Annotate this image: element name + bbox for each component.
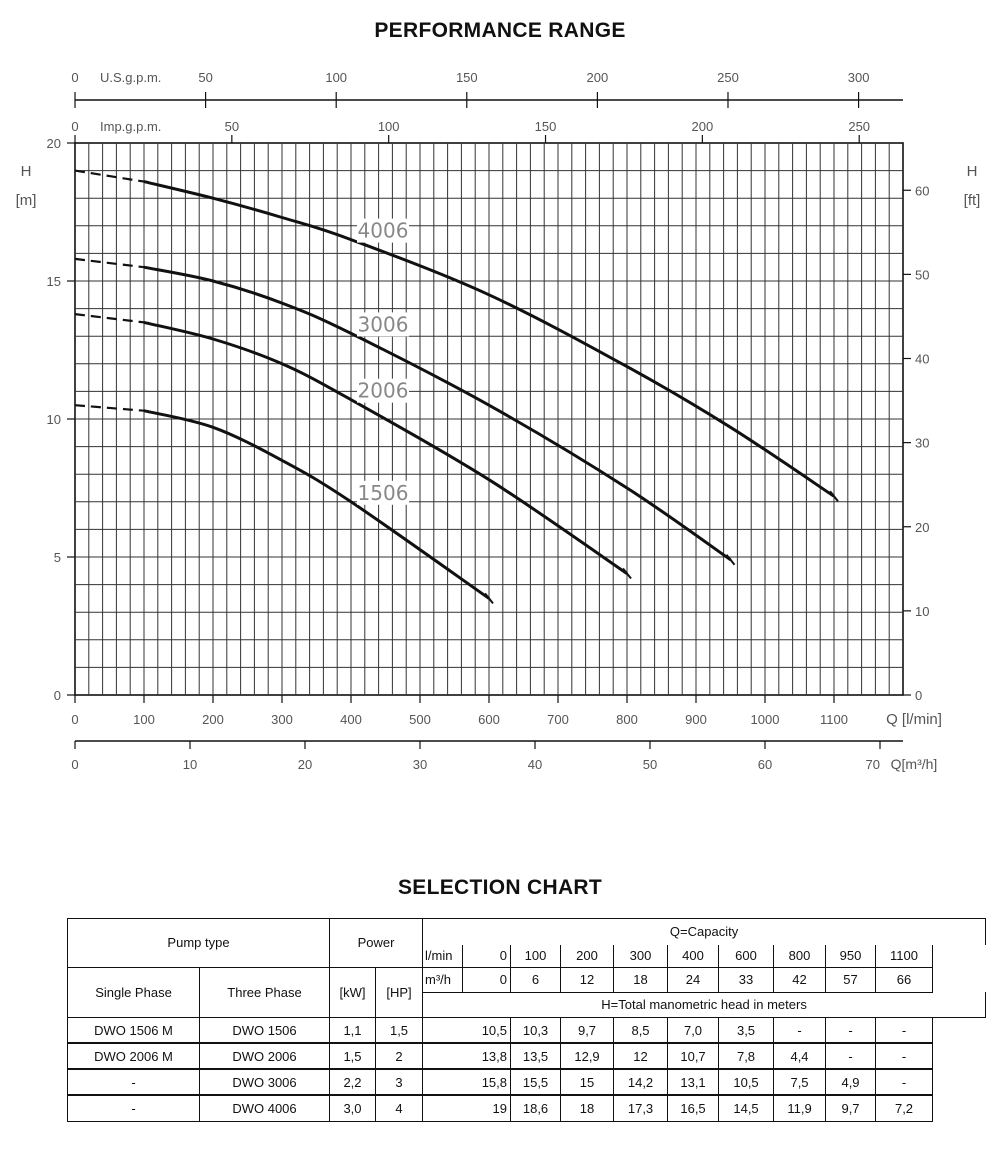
impgpm-tick-label: 50	[224, 119, 240, 134]
head-value: 4,4	[774, 1043, 826, 1069]
m3h-tick-label: 10	[182, 757, 198, 772]
head-value: 15,8	[423, 1069, 511, 1095]
head-value: 12	[614, 1043, 668, 1069]
y-axis-label-left: H	[20, 163, 32, 180]
power-kw: 2,2	[330, 1069, 376, 1095]
x-tick-label: 700	[547, 712, 569, 727]
head-note: H=Total manometric head in meters	[423, 992, 986, 1017]
series-1506-curve	[144, 411, 489, 599]
three-phase-header: Three Phase	[200, 967, 330, 1017]
x-axis-label-lmin: Q [l/min]	[886, 711, 942, 728]
capacity-header: Q=Capacity	[423, 919, 986, 945]
m3h-value: 33	[719, 967, 774, 992]
lmin-value: 300	[614, 945, 668, 968]
series-3006-curve	[144, 267, 731, 560]
head-value: 15,5	[511, 1069, 561, 1095]
head-value: 15	[561, 1069, 614, 1095]
head-value: -	[826, 1017, 876, 1043]
lmin-unit: l/min	[423, 945, 463, 968]
chart-labels	[16, 70, 981, 772]
y-right-tick-label: 0	[915, 688, 923, 703]
head-value: 4,9	[826, 1069, 876, 1095]
m3h-tick-label: 60	[757, 757, 773, 772]
series-label-3006: 3006	[357, 312, 409, 337]
kw-header: [kW]	[330, 967, 376, 1017]
m3h-value: 0	[463, 967, 511, 992]
y-right-tick-label: 10	[915, 603, 930, 619]
head-value: 19	[423, 1095, 511, 1121]
impgpm-axis-label: Imp.g.p.m.	[100, 119, 162, 134]
y-right-tick-label: 60	[915, 183, 930, 199]
single-phase-model: -	[68, 1095, 200, 1121]
three-phase-model: DWO 3006	[200, 1069, 330, 1095]
three-phase-model: DWO 2006	[200, 1043, 330, 1069]
m3h-tick-label: 40	[527, 757, 543, 772]
head-value: 14,5	[719, 1095, 774, 1121]
single-phase-model: DWO 2006 M	[68, 1043, 200, 1069]
y-axis-unit-right: [ft]	[963, 192, 981, 209]
x-tick-label: 1000	[750, 712, 780, 727]
table-row	[68, 1017, 986, 1043]
y-tick-label: 0	[53, 688, 61, 703]
usgpm-tick-label: 150	[455, 70, 478, 85]
table-row	[68, 1095, 986, 1121]
impgpm-tick-label: 150	[534, 119, 557, 134]
usgpm-tick-label: 50	[198, 70, 213, 85]
head-value: -	[876, 1017, 933, 1043]
x-tick-label: 1100	[820, 712, 848, 727]
series-label-4006: 4006	[357, 218, 409, 243]
m3h-tick-label: 20	[297, 757, 313, 772]
lmin-value: 200	[561, 945, 614, 968]
head-value: 18,6	[511, 1095, 561, 1121]
lmin-value: 1100	[876, 945, 933, 968]
m3h-tick-label: 70	[865, 757, 880, 772]
m3h-tick-label: 30	[412, 757, 428, 772]
head-value: 10,5	[423, 1017, 511, 1043]
head-value: 13,5	[511, 1043, 561, 1069]
usgpm-axis-label: U.S.g.p.m.	[100, 70, 162, 85]
y-tick-label: 10	[46, 412, 61, 427]
m3h-value: 6	[511, 967, 561, 992]
series-label-2006: 2006	[357, 378, 409, 403]
usgpm-tick-label: 300	[847, 70, 870, 85]
lmin-value: 400	[668, 945, 719, 968]
y-axis-label-right: H	[966, 163, 978, 180]
head-value: -	[876, 1069, 933, 1095]
performance-title: PERFORMANCE RANGE	[374, 19, 626, 42]
impgpm-tick-label: 250	[848, 119, 871, 134]
impgpm-tick-label: 0	[71, 119, 79, 134]
head-value: 7,8	[719, 1043, 774, 1069]
table-header-row-1	[68, 919, 986, 945]
lmin-value: 800	[774, 945, 826, 968]
single-phase-model: DWO 1506 M	[68, 1017, 200, 1043]
y-axis-unit-left: [m]	[15, 192, 37, 209]
power-hp: 2	[376, 1043, 423, 1069]
x-tick-label: 0	[71, 712, 79, 727]
head-value: 10,7	[668, 1043, 719, 1069]
head-value: 14,2	[614, 1069, 668, 1095]
head-value: 9,7	[826, 1095, 876, 1121]
lmin-value: 950	[826, 945, 876, 968]
series-2006-curve	[144, 322, 627, 573]
x-tick-label: 400	[340, 712, 362, 727]
m3h-value: 57	[826, 967, 876, 992]
usgpm-tick-label: 100	[325, 70, 348, 85]
power-header: Power	[330, 919, 423, 968]
power-kw: 3,0	[330, 1095, 376, 1121]
series-end-mark	[727, 555, 735, 565]
series-3006-dashed	[75, 259, 144, 267]
head-value: 12,9	[561, 1043, 614, 1069]
head-value: 8,5	[614, 1017, 668, 1043]
impgpm-tick-label: 100	[377, 119, 400, 134]
table-row	[68, 1043, 986, 1069]
three-phase-model: DWO 1506	[200, 1017, 330, 1043]
hp-header: [HP]	[376, 967, 423, 1017]
single-phase-model: -	[68, 1069, 200, 1095]
three-phase-model: DWO 4006	[200, 1095, 330, 1121]
head-value: 9,7	[561, 1017, 614, 1043]
usgpm-tick-label: 250	[717, 70, 739, 85]
x-tick-label: 100	[133, 712, 155, 727]
series-4006-dashed	[75, 171, 144, 182]
y-tick-label: 5	[53, 550, 61, 565]
y-right-tick-label: 30	[915, 435, 930, 451]
y-tick-label: 20	[46, 136, 61, 151]
power-hp: 4	[376, 1095, 423, 1121]
head-value: 7,5	[774, 1069, 826, 1095]
head-value: 7,2	[876, 1095, 933, 1121]
m3h-tick-label: 0	[71, 757, 79, 772]
y-right-tick-label: 20	[915, 519, 930, 535]
x-tick-label: 300	[271, 712, 293, 727]
head-value: 10,5	[719, 1069, 774, 1095]
series-2006-dashed	[75, 314, 144, 322]
power-hp: 1,5	[376, 1017, 423, 1043]
head-value: 18	[561, 1095, 614, 1121]
head-value: 17,3	[614, 1095, 668, 1121]
table-sub-header-row	[68, 967, 986, 992]
head-value: -	[876, 1043, 933, 1069]
head-value: 13,8	[423, 1043, 511, 1069]
m3h-value: 66	[876, 967, 933, 992]
head-value: 11,9	[774, 1095, 826, 1121]
m3h-value: 12	[561, 967, 614, 992]
power-kw: 1,5	[330, 1043, 376, 1069]
impgpm-tick-label: 200	[691, 119, 714, 134]
x-tick-label: 200	[202, 712, 224, 727]
y-right-tick-label: 40	[915, 351, 930, 367]
x-tick-label: 600	[478, 712, 500, 727]
power-kw: 1,1	[330, 1017, 376, 1043]
x-axis-label-m3h: Q[m³/h]	[890, 756, 938, 772]
single-phase-header: Single Phase	[68, 967, 200, 1017]
head-value: -	[774, 1017, 826, 1043]
head-value: 10,3	[511, 1017, 561, 1043]
y-right-tick-label: 50	[915, 267, 930, 283]
y-tick-label: 15	[46, 274, 61, 289]
m3h-value: 18	[614, 967, 668, 992]
x-tick-label: 900	[685, 712, 707, 727]
lmin-value: 0	[463, 945, 511, 968]
head-value: 16,5	[668, 1095, 719, 1121]
chart-grid	[75, 143, 903, 695]
power-hp: 3	[376, 1069, 423, 1095]
series-1506-dashed	[75, 405, 144, 411]
m3h-unit: m³/h	[423, 967, 463, 992]
table-row	[68, 1069, 986, 1095]
selection-title: SELECTION CHART	[398, 876, 602, 899]
lmin-value: 100	[511, 945, 561, 968]
usgpm-tick-label: 200	[586, 70, 609, 85]
m3h-tick-label: 50	[642, 757, 658, 772]
head-value: 7,0	[668, 1017, 719, 1043]
head-value: -	[826, 1043, 876, 1069]
x-tick-label: 800	[616, 712, 638, 727]
selection-table	[67, 918, 986, 1122]
x-tick-label: 500	[409, 712, 431, 727]
usgpm-tick-label: 0	[71, 70, 79, 85]
pump-type-header: Pump type	[68, 919, 330, 968]
series-label-1506: 1506	[357, 480, 409, 505]
lmin-value: 600	[719, 945, 774, 968]
head-value: 3,5	[719, 1017, 774, 1043]
m3h-value: 42	[774, 967, 826, 992]
head-value: 13,1	[668, 1069, 719, 1095]
m3h-value: 24	[668, 967, 719, 992]
